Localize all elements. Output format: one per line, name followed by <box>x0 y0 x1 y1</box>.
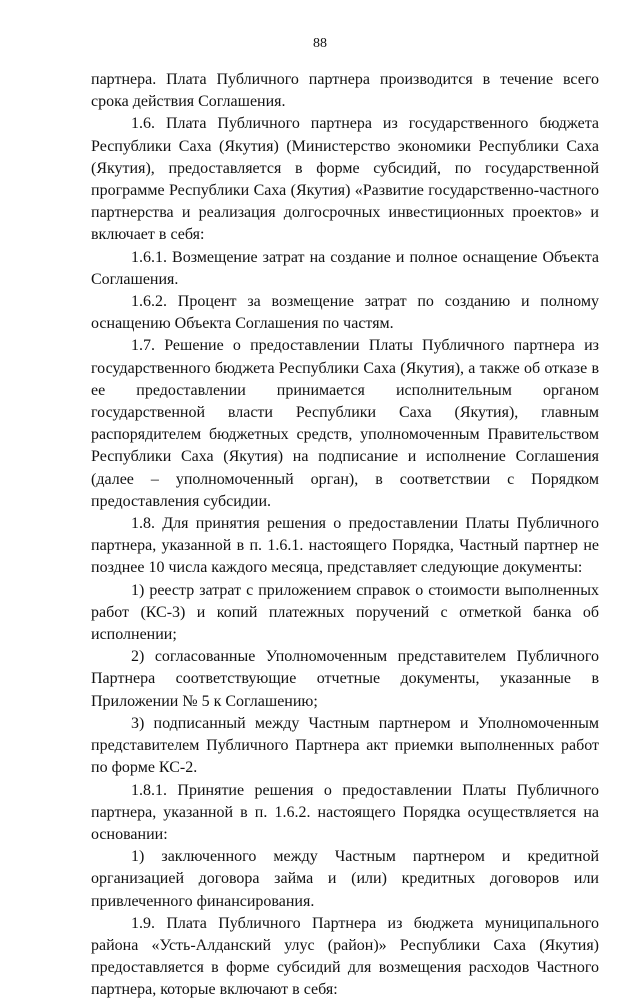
paragraph-continuation: партнера. Плата Публичного партнера производится в течение всего срока действия Соглашения. <box>91 71 599 111</box>
paragraph-1-6: 1.6. Плата Публичного партнера из государственного бюджета Республики Саха (Якутия) (Министерство экономики Республики Саха (Якутия), предоставляется в форме субсидий, по государственной программе Республики Саха (Якутия) «Развитие государственно-частного партнерства и реализация долгосрочных инвестиционных проектов» и включает в себя: <box>91 115 599 244</box>
list-item-1-8-2: 2) согласованные Уполномоченным представителем Публичного Партнера соответствующие отчетные документы, указанные в Приложении № 5 к Соглашению; <box>91 648 599 710</box>
paragraph-1-9: 1.9. Плата Публичного Партнера из бюджета муниципального района «Усть-Алданский улус (район)» Республики Саха (Якутия) предоставляется в форме субсидий для возмещения расходов Частного партнера, которые включают в себя: <box>91 914 599 999</box>
list-item-1-8-3: 3) подписанный между Частным партнером и Уполномоченным представителем Публичного Партнера акт приемки выполненных работ по форме КС-2. <box>91 714 599 777</box>
paragraph-1-6-2: 1.6.2. Процент за возмещение затрат по созданию и полному оснащению Объекта Соглашения по частям. <box>91 293 599 333</box>
document-body <box>91 69 599 1002</box>
paragraph-1-6-1: 1.6.1. Возмещение затрат на создание и полное оснащение Объекта Соглашения. <box>91 248 599 288</box>
paragraph-1-8: 1.8. Для принятия решения о предоставлении Платы Публичного партнера, указанной в п. 1.6.1. настоящего Порядка, Частный партнер не позднее 10 числа каждого месяца, представляет следующие документы: <box>91 515 599 577</box>
list-item-1-8-1-1: 1) заключенного между Частным партнером и кредитной организацией договора займа и (или) кредитных договоров или привлеченного финансирования. <box>91 848 599 910</box>
list-item-1-8-1: 1) реестр затрат с приложением справок о стоимости выполненных работ (КС-3) и копий платежных поручений с отметкой банка об исполнении; <box>91 581 599 644</box>
paragraph-1-7: 1.7. Решение о предоставлении Платы Публичного партнера из государственного бюджета Республики Саха (Якутия), а также об отказе в ее предоставлении принимается исполнительным органом государственной власти Республики Саха (Якутия), главным распорядителем бюджетных средств, уполномоченным Правительством Республики Саха (Якутия) на подписание и исполнение Соглашения (далее – уполномоченный орган), в соответствии с Порядком предоставления субсидии. <box>91 337 599 510</box>
page-number: 88 <box>313 36 327 51</box>
paragraph-1-8-1: 1.8.1. Принятие решения о предоставлении Платы Публичного партнера, указанной в п. 1.6.2. настоящего Порядка осуществляется на основании: <box>91 781 599 843</box>
